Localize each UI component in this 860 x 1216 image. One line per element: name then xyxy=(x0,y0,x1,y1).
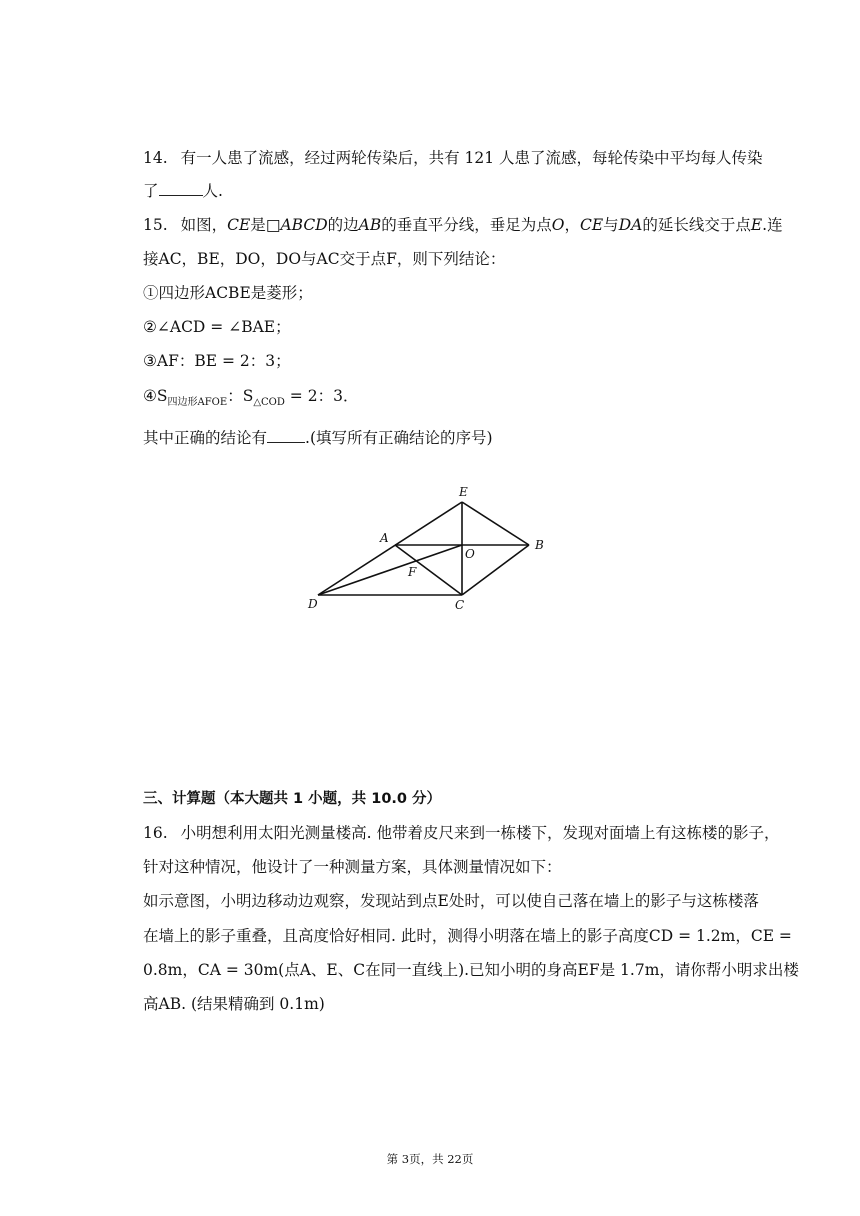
q15-math: E xyxy=(750,216,763,234)
q15-c4-sub: △COD xyxy=(253,397,285,408)
label-D: D xyxy=(308,597,318,611)
section-heading: 三、计算题（本大题共 1 小题，共 10.0 分） xyxy=(143,791,442,807)
q15-c4-sub: 四边形AFOE xyxy=(167,397,228,408)
page-footer: 第 3页，共 22页 xyxy=(386,1152,474,1166)
q15-number: 15. xyxy=(143,216,168,234)
q15-conclusion-4 xyxy=(143,385,358,414)
q16-line5: 0.8m，CA = 30m(点A、E、C在同一直线上).已知小明的身高EF是 1.7m，请你帮小明求出楼 xyxy=(143,961,799,979)
q15-conclusion-3: ③AF：BE = 2：3； xyxy=(143,352,291,370)
label-C: C xyxy=(455,598,465,612)
q16-line6: 高AB. (结果精确到 0.1m) xyxy=(143,995,325,1013)
q15-text: 是 xyxy=(250,216,266,234)
q16-text: 小明想利用太阳光测量楼高. 他带着皮尺来到一栋楼下，发现对面墙上有这栋楼的影子， xyxy=(180,824,780,842)
q16-number: 16. xyxy=(143,824,168,842)
q15-text: .连 xyxy=(762,216,783,234)
q15-line2: 接AC，BE，DO，DO与AC交于点F，则下列结论： xyxy=(143,250,506,268)
q14-answer-blank[interactable] xyxy=(159,180,203,196)
figure-lines xyxy=(318,502,529,595)
q15-c4-text: = 2：3． xyxy=(284,387,359,405)
segment-DO xyxy=(318,545,462,595)
q15-math: □ABCD xyxy=(265,216,328,234)
q15-math: CE xyxy=(227,216,251,234)
segment-DE xyxy=(318,502,462,595)
q15-text: 的边 xyxy=(327,216,359,234)
label-A: A xyxy=(380,531,389,545)
label-B: B xyxy=(535,538,544,552)
q15-ask xyxy=(143,427,493,449)
label-F: F xyxy=(408,565,417,579)
q15-ask-post: .(填写所有正确结论的序号) xyxy=(305,429,493,447)
q14-text: 有一人患了流感，经过两轮传染后，共有 121 人患了流感，每轮传染中平均每人传染 xyxy=(180,149,763,167)
q15-ask-pre: 其中正确的结论有 xyxy=(143,429,268,447)
q15-text: 如图， xyxy=(180,216,228,234)
q15-answer-blank[interactable] xyxy=(267,427,305,443)
q14-text-pre: 了 xyxy=(143,182,159,200)
q16-line2: 针对这种情况，他设计了一种测量方案，具体测量情况如下： xyxy=(143,858,562,876)
q15-math: O xyxy=(551,216,565,234)
q15-math: CE xyxy=(579,216,604,234)
q14-line1 xyxy=(143,147,763,169)
q15-text: 的垂直平分线，垂足为点 xyxy=(381,216,552,234)
q14-line2 xyxy=(143,180,223,202)
q15-c4-text: ：S xyxy=(227,387,254,405)
q15-text: 的延长线交于点 xyxy=(642,216,751,234)
q16-line4: 在墙上的影子重叠，且高度恰好相同. 此时，测得小明落在墙上的影子高度CD = 1.2m，CE = xyxy=(143,927,792,945)
q15-line1 xyxy=(143,214,783,236)
segment-AC xyxy=(395,545,462,595)
label-E: E xyxy=(459,485,468,499)
q14-text-post: 人. xyxy=(202,182,223,200)
q16-line1 xyxy=(143,822,779,844)
label-O: O xyxy=(465,547,475,561)
q15-math: DA xyxy=(618,216,643,234)
q15-conclusion-2: ②∠ACD = ∠BAE； xyxy=(143,318,291,336)
q16-line3: 如示意图，小明边移动边观察，发现站到点E处时，可以使自己落在墙上的影子与这栋楼落 xyxy=(143,892,759,910)
q15-text: ， xyxy=(564,216,580,234)
segment-EB xyxy=(462,502,529,545)
geometry-figure xyxy=(300,480,560,620)
q15-text: 与 xyxy=(603,216,619,234)
q15-math: AB xyxy=(358,216,382,234)
q15-conclusion-1: ①四边形ACBE是菱形； xyxy=(143,284,313,302)
q15-c4-text: ④S xyxy=(143,387,168,405)
q14-number: 14. xyxy=(143,149,168,167)
